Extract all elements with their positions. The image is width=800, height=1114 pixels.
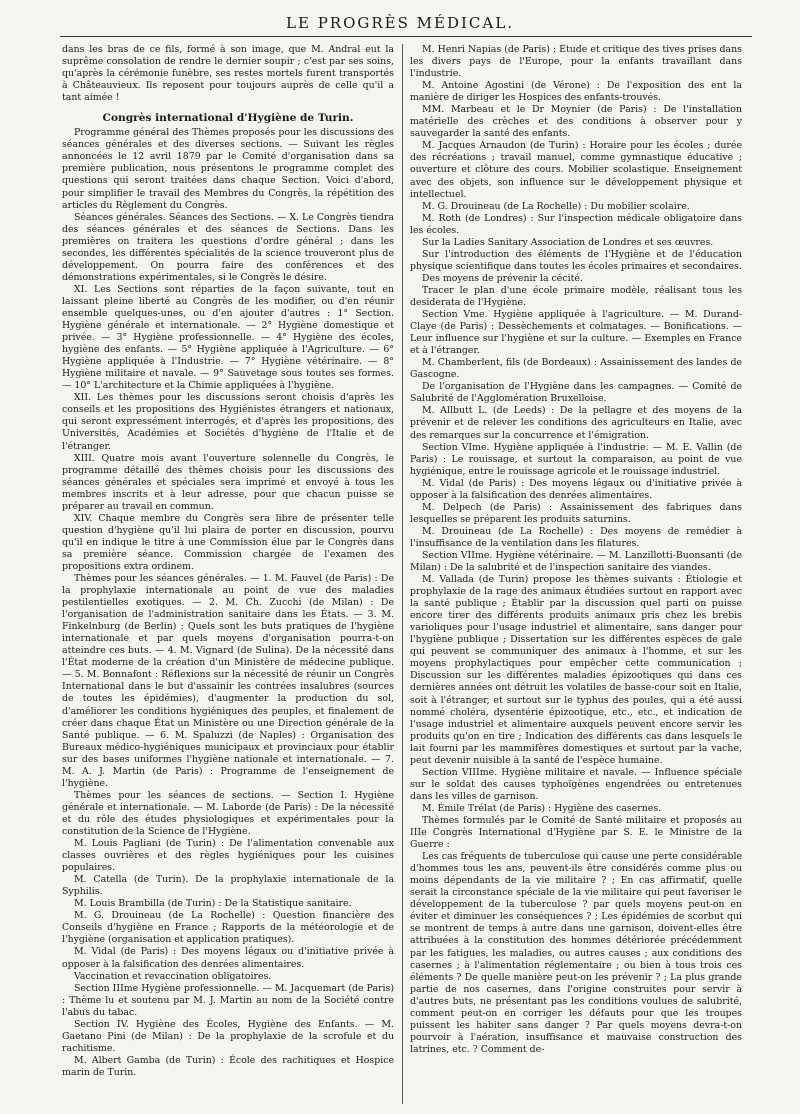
- paragraph: M. Catella (de Turin). De la prophylaxie internationale de la Syphilis.: [62, 874, 394, 898]
- paragraph: M. Antoine Agostini (de Vérone) : De l'exposition des ent la manière de diriger les Hospices des enfants-trouvés.: [410, 80, 742, 104]
- paragraph: XI. Les Sections sont réparties de la façon suivante, tout en laissant pleine liberté au Congrès de les modifier, ou d'en réunir ensemble quelques-unes, ou d'en ajouter d'autres : 1° Section. Hygiène générale et internationale. — 2° Hygiène domestique et privée. — 3° Hygiène professionnelle. — 4° Hygiène des écoles, hygiène des enfants. — 5° Hygiène appliquée à l'Agriculture. — 6° Hygiène appliquée à l'Industrie. — 7° Hygiène vétérinaire. — 8° Hygiène militaire et navale. — 9° Sauvetage sous toutes ses formes. — 10° L'architecture et la Chimie appliquées à l'hygiène.: [62, 283, 394, 392]
- paragraph: M. Louis Pagliani (de Turin) : De l'alimentation convenable aux classes ouvrières et des règles hygiéniques pour les cuisines populaires.: [62, 838, 394, 874]
- paragraph: Sur l'introduction des éléments de l'Hygiène et de l'éducation physique scientifique dans toutes les écoles primaires et secondaires.: [410, 248, 742, 272]
- paragraph: M. Allbutt L. (de Leeds) : De la pellagre et des moyens de la prévenir et de relever les conditions des agriculteurs en Italie, avec des remarques sur la concurrence et l'émigration.: [410, 405, 742, 441]
- paragraph: Section IV. Hygiène des Écoles, Hygiène des Enfants. — M. Gaetano Pini (de Milan) : De la prophylaxie de la scrofule et du rachitisme.: [62, 1018, 394, 1054]
- paragraph: M. Louis Brambilla (de Turin) : De la Statistique sanitaire.: [74, 898, 352, 910]
- paragraph: XII. Les thèmes pour les discussions seront choisis d'après les conseils et les propositions des Hygiénistes étrangers et nationaux, qui seront expressément interrogés, et d'après les propositions, des Universités, Académies et Sociétés d'hygiène de l'Italie et de l'étranger.: [62, 392, 394, 452]
- paragraph: M. Henri Napias (de Paris) : Étude et critique des tives prises dans les divers pays de l'Europe, pour la enfants travaillant dans l'industrie.: [410, 44, 742, 80]
- paragraph: Thèmes formulés par le Comité de Santé militaire et proposés au IIIe Congrès International d'Hygiène par S. E. le Ministre de la Guerre :: [410, 815, 742, 851]
- paragraph: M. Vallada (de Turin) propose les thèmes suivants : Étiologie et prophylaxie de la rage des animaux étudiées surtout en rapport avec la santé publique ; Établir par la discussion quel parti on puisse encore tirer des différents produits animaux pris chez les brebis varioliques pour l'usage industriel et alimentaire, sans danger pour l'hygiène publique ; Dissertation sur les différentes espèces de gale qui peuvent se communiquer des animaux à l'homme, et sur les moyens prophylactiques pour empêcher cette communication ; Discussion sur les différentes maladies épizootiques qui dans ces dernières années ont détruit les volatiles de basse-cour soit en Italie, soit à l'étranger, et surtout sur le typhus des poules, qui a été aussi nommé choléra, dysentérie épizootique, etc., etc., et indication de l'usage industriel et alimentaire auxquels peuvent encore servir les produits qu'on en tire ; Indication des différents cas dans lesquels le lait fourni par les mammifères domestiques et surtout par la vache, peut devenir nuisible à la santé de l'espèce humaine.: [410, 574, 742, 766]
- paragraph: Programme général des Thèmes proposés pour les discussions des séances générales et des diverses sections. — Suivant les règles annoncées le 12 avril 1879 par le Comité d'organisation dans sa première publication, nous présentons le programme complet des questions qui seront traitées dans chaque Section. Voici d'abord, pour simplifier le travail des Membres du Congrès, la répétition des articles du Règlement du Congrès.: [62, 127, 394, 211]
- paragraph: Tracer le plan d'une école primaire modèle, réalisant tous les desiderata de l'Hygiène.: [410, 284, 742, 308]
- paragraph: Séances générales. Séances des Sections. — X. Le Congrès tiendra des séances générales et des séances de Sections. Dans les premières on traitera les questions d'ordre général ; dans les secondes, les différentes spécialités de la science trouveront plus de développement. On pourra faire des conférences et des démonstrations expérimentales, si le Congrès le désire.: [62, 211, 394, 283]
- paragraph: MM. Marbeau et le Dr Moynier (de Paris) : De l'installation matérielle des crèches et des conditions à observer pour y sauvegarder la santé des enfants.: [410, 104, 742, 140]
- paragraph: M. Drouineau (de La Rochelle) : Des moyens de remédier à l'insuffisance de la ventilation dans les filatures.: [410, 525, 742, 549]
- paragraph: Thèmes pour les séances de sections. — Section I. Hygiène générale et internationale. — M. Laborde (de Paris) : De la nécessité et du rôle des études physiologiques et expérimentales pour la constitution de la Science de l'Hygiène.: [62, 789, 394, 837]
- left-column: [62, 44, 394, 1106]
- paragraph: De l'organisation de l'Hygiène dans les campagnes. — Comité de Salubrité de l'Agglomération Bruxelloise.: [410, 381, 742, 405]
- running-head: LE PROGRÈS MÉDICAL.: [286, 14, 514, 32]
- header-rule: [60, 36, 752, 37]
- paragraph: Vaccination et revaccination obligatoires.: [74, 970, 272, 982]
- paragraph: M. Albert Gamba (de Turin) : École des rachitiques et Hospice marin de Turin.: [62, 1054, 394, 1078]
- right-column: [410, 44, 742, 1106]
- paragraph: Section IIIme Hygiène professionnelle. — M. Jacquemart (de Paris) : Thème lu et soutenu par M. J. Martin au nom de la Société contre l'abus du tabac.: [62, 982, 394, 1018]
- paragraph: Sur la Ladies Sanitary Association de Londres et ses œuvres.: [422, 236, 714, 248]
- paragraph: M. Delpech (de Paris) : Assainissement des fabriques dans lesquelles se préparent les produits saturnins.: [410, 501, 742, 525]
- paragraph: Section VIIIme. Hygiène militaire et navale. — Influence spéciale sur le soldat des causes typhoïgènes engendrées ou entretenues dans les villes de garnison.: [410, 766, 742, 802]
- paragraph: M. G. Drouineau (de La Rochelle) : Question financière des Conseils d'hygiène en France ; Rapports de la météorologie et de l'hygiène (organisation et application pratiques).: [62, 910, 394, 946]
- paragraph: Des moyens de prévenir la cécité.: [422, 272, 583, 284]
- paragraph: Thèmes pour les séances générales. — 1. M. Fauvel (de Paris) : De la prophylaxie internationale au point de vue des maladies pestilentielles exotiques. — 2. M. Ch. Zucchi (de Milan) : De l'organisation de l'administration sanitaire dans les États. — 3. M. Finkelnburg (de Berlin) : Quels sont les buts pratiques de l'hygiène internationale et par quels moyens d'organisation pourra-t-on atteindre ces buts. — 4. M. Vignard (de Sulina). De la nécessité dans l'État moderne de la création d'un Ministère de médecine publique. — 5. M. Bonnafont : Réflexions sur la nécessité de réunir un Congrès International dans le but d'assainir les contrées insalubres (sources de toutes les épidémies), d'augmenter la production du sol, d'améliorer les conditions hygiéniques des peuples, et finalement de créer dans chaque État un Ministère ou une Direction générale de la Santé publique. — 6. M. Spaluzzi (de Naples) : Organisation des Bureaux médico-hygiéniques municipaux et provinciaux pour établir sur des bases uniformes l'hygiène nationale et internationale. — 7. M. A. J. Martin (de Paris) : Programme de l'enseignement de l'hygiène.: [62, 573, 394, 789]
- paragraph: M. Vidal (de Paris) : Des moyens légaux ou d'initiative privée à opposer à la falsification des denrées alimentaires.: [62, 946, 394, 970]
- column-separator: [402, 44, 403, 1104]
- paragraph: Section Vme. Hygiène appliquée à l'agriculture. — M. Durand-Claye (de Paris) : Dessèchements et colmatages. — Bonifications. — Leur influence sur l'hygiène et sur la culture. — Exemples en France et à l'étranger.: [410, 309, 742, 357]
- paragraph: Les cas fréquents de tuberculose qui cause une perte considérable d'hommes tous les ans, peuvent-ils être considérés comme plus ou moins dépendants de la vie militaire ? ; En cas affirmatif, quelle serait la circonstance spéciale de la vie militaire qui peut favoriser le développement de la tuberculose ? par quels moyens peut-on en éviter et diminuer les conséquences ? ; Les épidémies de scorbut qui se montrent de temps à autre dans une garnison, doivent-elles être attribuées à la constitution des hommes détériorée précédemment par les fatigues, les maladies, ou autres causes ; aux conditions des casernes ; à l'alimentation réglementaire ; ou bien à tous trois ces éléments ? De quelle manière peut-on les prévenir ? ; La plus grande partie de nos casernes, dans l'origine construites pour servir à d'autres buts, ne présentant pas les conditions voulues de salubrité, comment peut-on en corriger les défauts pour que les troupes puissent les habiter sans danger ? Par quels moyens devra-t-on pourvoir à l'aération, insuffisance et mauvaise construction des latrines, etc. ? Comment de-: [410, 851, 742, 1055]
- paragraph: M. Roth (de Londres) : Sur l'inspection médicale obligatoire dans les écoles.: [410, 212, 742, 236]
- paragraph: Section VIIme. Hygiène vétérinaire. — M. Lanzillotti-Buonsanti (de Milan) : De la salubrité et de l'inspection sanitaire des viandes.: [410, 549, 742, 574]
- paragraph: M. Vidal (de Paris) : Des moyens légaux ou d'initiative privée à opposer à la falsification des denrées alimentaires.: [410, 477, 742, 501]
- paragraph: XIV. Chaque membre du Congrès sera libre de présenter telle question d'hygiène qu'il lui plaira de porter en discussion, pourvu qu'il en indique le titre à une Commission élue par le Congrès dans sa première séance. Commission chargée de l'examen des propositions extra ordinem.: [62, 512, 394, 572]
- paragraph: XIII. Quatre mois avant l'ouverture solennelle du Congrès, le programme détaillé des thèmes choisis pour les discussions des séances générales et spéciales sera imprimé et envoyé à tous les membres inscrits et à leur adresse, pour que chacun puisse se préparer au travail en commun.: [62, 452, 394, 512]
- paragraph: M. G. Drouineau (de La Rochelle) : Du mobilier scolaire.: [422, 200, 690, 212]
- paragraph: dans les bras de ce fils, formé à son image, que M. Andral eut la suprême consolation de rendre le dernier soupir ; c'est par ses soins, qu'après la cérémonie funèbre, ses restes mortels furent transportés à Châteauvieux. Ils reposent pour toujours auprès de celle qu'il a tant aimée !: [62, 44, 394, 104]
- article-heading: Congrès international d'Hygiène de Turin.: [102, 112, 354, 125]
- paragraph: M. Émile Trélat (de Paris) : Hygiène des casernes.: [422, 802, 662, 814]
- paragraph: M. Chamberlent, fils (de Bordeaux) : Assainissement des landes de Gascogne.: [410, 357, 742, 381]
- paragraph: Section VIme. Hygiène appliquée à l'industrie. — M. E. Vallin (de Paris) : Le rouissage, et surtout la comparaison, au point de vue hygiénique, entre le rouissage agricole et le rouissage industriel.: [410, 441, 742, 477]
- paragraph: M. Jacques Arnaudon (de Turin) : Horaire pour les écoles ; durée des récréations ; travail manuel, comme gymnastique éducative ; ouverture et clôture des cours. Mobilier scolastique. Enseignement avec des objets, son influence sur le développement physique et intellectuel.: [410, 140, 742, 200]
